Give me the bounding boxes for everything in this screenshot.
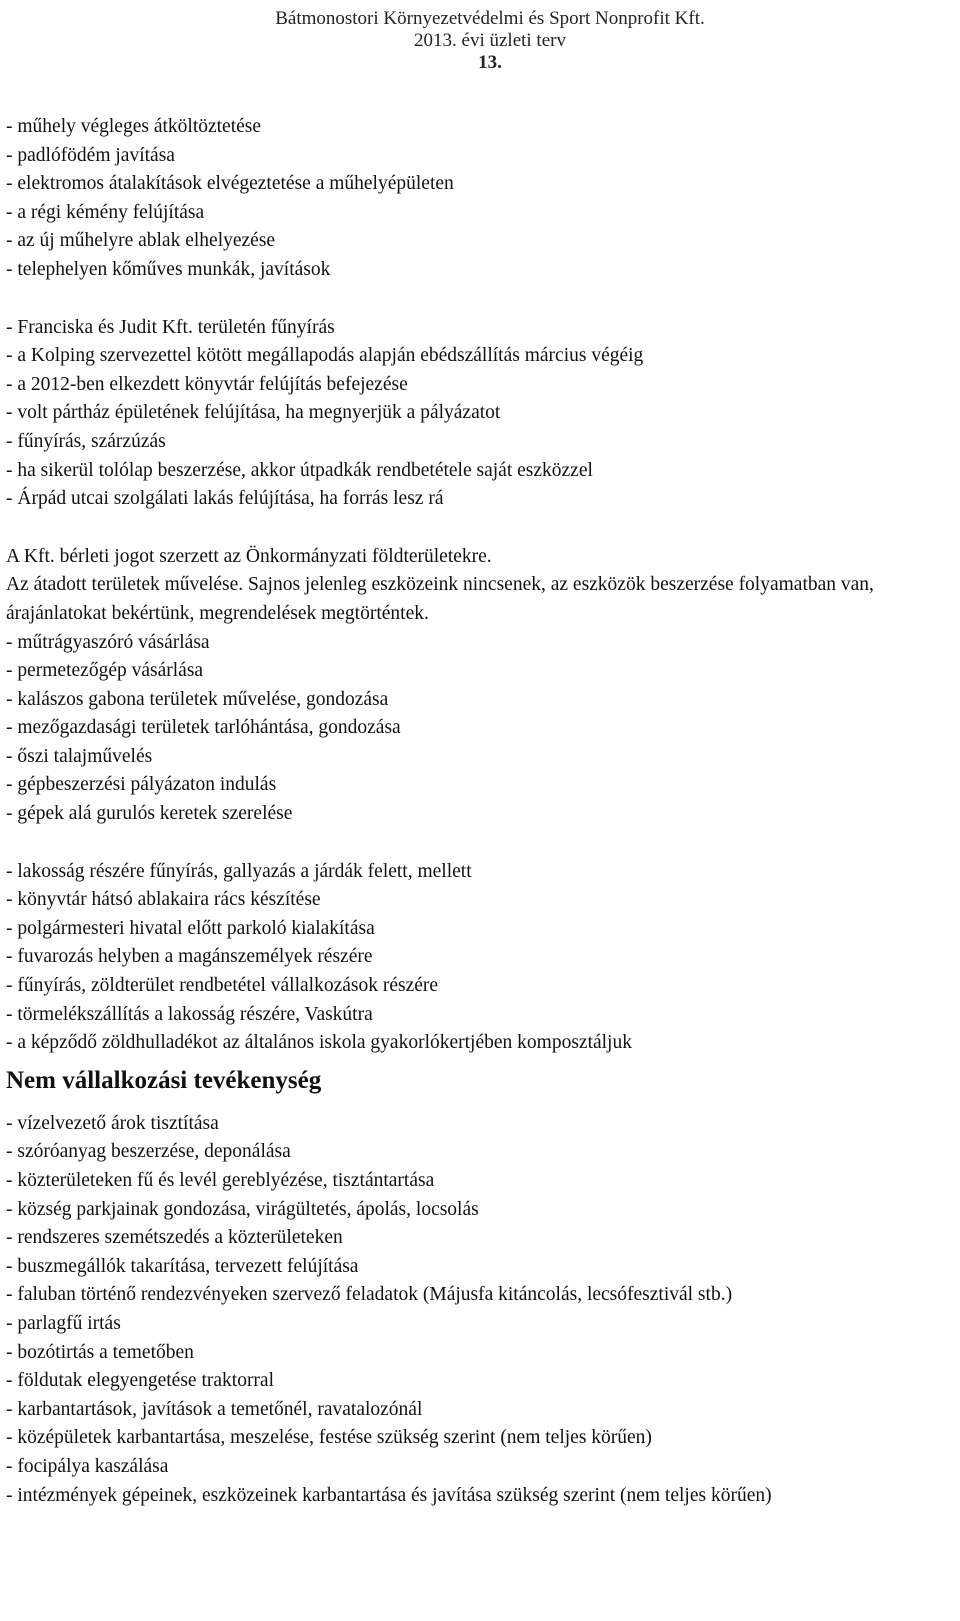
page-header: [0, 8, 960, 74]
list-item: - kalászos gabona területek művelése, gondozása: [6, 688, 389, 710]
list-item: - földutak elegyengetése traktorral: [6, 1370, 275, 1392]
list-item: - bozótirtás a temetőben: [6, 1341, 194, 1363]
list-item: - intézmények gépeinek, eszközeinek karbantartása és javítása szükség szerint (nem teljes körűen): [6, 1484, 772, 1506]
list-item: - padlófödém javítása: [6, 144, 175, 166]
header-company: Bátmonostori Környezetvédelmi és Sport Nonprofit Kft.: [275, 8, 705, 29]
list-item: - a 2012-ben elkezdett könyvtár felújítás befejezése: [6, 373, 408, 395]
list-item: - parlagfű irtás: [6, 1312, 121, 1334]
list-item: - lakosság részére fűnyírás, gallyazás a járdák felett, mellett: [6, 860, 472, 882]
list-item: - az új műhelyre ablak elhelyezése: [6, 230, 276, 252]
list-item: - a Kolping szervezettel kötött megállapodás alapján ebédszállítás március végéig: [6, 345, 644, 367]
list-item: - faluban történő rendezvényeken szervező feladatok (Májusfa kitáncolás, lecsófesztivál stb.): [6, 1284, 733, 1306]
resident-service-list: [6, 858, 954, 1058]
list-item: - középületek karbantartása, meszelése, festése szükség szerint (nem teljes körűen): [6, 1427, 652, 1449]
list-item: - műtrágyaszóró vásárlása: [6, 631, 210, 653]
list-item: - könyvtár hátsó ablakaira rács készítése: [6, 889, 321, 911]
list-item: - polgármesteri hivatal előtt parkoló kialakítása: [6, 917, 375, 939]
list-item: - fűnyírás, zöldterület rendbetétel vállalkozások részére: [6, 975, 439, 997]
workshop-task-list: [6, 113, 954, 285]
list-item: - elektromos átalakítások elvégeztetése a műhelyépületen: [6, 173, 454, 195]
list-item: - műhely végleges átköltöztetése: [6, 116, 262, 137]
list-item: - Árpád utcai szolgálati lakás felújítása, ha forrás lesz rá: [6, 488, 444, 510]
list-item: - szóróanyag beszerzése, deponálása: [6, 1141, 291, 1163]
service-task-list: [6, 314, 954, 514]
section-heading: Nem vállalkozási tevékenység: [6, 1066, 322, 1094]
paragraph-spacer: [6, 829, 954, 858]
list-item: - karbantartások, javítások a temetőnél, ravatalozónál: [6, 1398, 423, 1420]
list-item: - volt pártház épületének felújítása, ha megnyerjük a pályázatot: [6, 402, 501, 424]
land-lease-sentence: A Kft. bérleti jogot szerzett az Önkormányzati földterületekre.: [6, 545, 492, 567]
list-item: - Franciska és Judit Kft. területén fűnyírás: [6, 316, 335, 338]
land-cultivation-paragraph: Az átadott területek művelése. Sajnos jelenleg eszközeink nincsenek, az eszközök beszerzése folyamatban van, árajánlatokat bekértünk, megrendelések megtörténtek.: [6, 574, 874, 624]
list-item: - község parkjainak gondozása, virágültetés, ápolás, locsolás: [6, 1198, 479, 1220]
list-item: - a képződő zöldhulladékot az általános iskola gyakorlókertjében komposztáljuk: [6, 1032, 632, 1054]
list-item: - permetezőgép vásárlása: [6, 660, 204, 682]
paragraph-spacer: [6, 514, 954, 543]
list-item: - buszmegállók takarítása, tervezett felújítása: [6, 1255, 359, 1277]
list-item: - focipálya kaszálása: [6, 1455, 169, 1477]
document-body: [6, 113, 954, 1510]
list-item: - gépek alá gurulós keretek szerelése: [6, 803, 293, 825]
page-number: 13.: [478, 52, 502, 73]
non-business-activity-list: [6, 1110, 954, 1510]
list-item: - közterületeken fű és levél gereblyézése, tisztántartása: [6, 1170, 435, 1191]
list-item: - gépbeszerzési pályázaton indulás: [6, 774, 277, 796]
list-item: - vízelvezető árok tisztítása: [6, 1112, 219, 1134]
list-item: - ha sikerül tolólap beszerzése, akkor útpadkák rendbetétele saját eszközzel: [6, 459, 593, 481]
list-item: - őszi talajművelés: [6, 745, 153, 767]
list-item: - telephelyen kőműves munkák, javítások: [6, 258, 331, 280]
list-item: - fuvarozás helyben a magánszemélyek részére: [6, 946, 373, 968]
list-item: - törmelékszállítás a lakosság részére, Vaskútra: [6, 1003, 373, 1025]
header-plan-title: 2013. évi üzleti terv: [414, 30, 566, 51]
paragraph-spacer: [6, 285, 954, 314]
list-item: - a régi kémény felújítása: [6, 201, 205, 223]
list-item: - rendszeres szemétszedés a közterületeken: [6, 1227, 343, 1249]
land-use-section: [6, 543, 954, 829]
list-item: - fűnyírás, szárzúzás: [6, 430, 166, 452]
list-item: - mezőgazdasági területek tarlóhántása, gondozása: [6, 717, 401, 739]
